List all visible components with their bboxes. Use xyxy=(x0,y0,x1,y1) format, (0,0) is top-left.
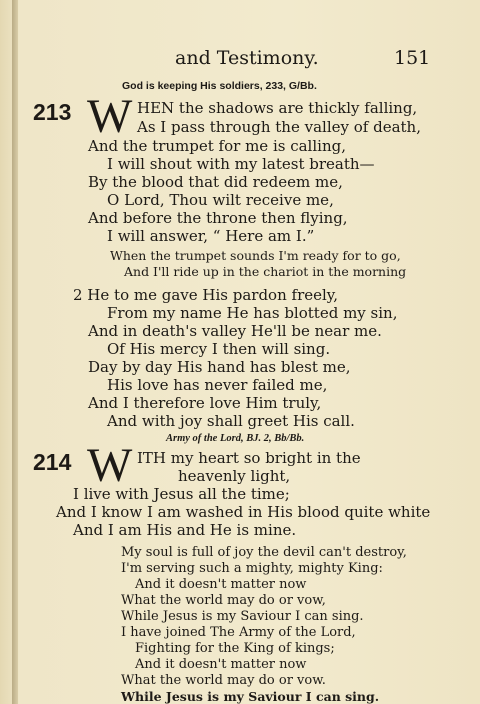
hymn-213-verse2-line: Of His mercy I then will sing. xyxy=(107,340,331,358)
hymn-213-line: By the blood that did redeem me, xyxy=(88,173,343,191)
hymn-214-chorus-line: What the world may do or vow, xyxy=(121,593,326,608)
hymn-214-chorus-line: And it doesn't matter now xyxy=(135,577,307,592)
hymn-213-line: I will answer, “ Here am I.” xyxy=(107,227,315,245)
hymn-213-refrain-line: When the trumpet sounds I'm ready for to go, xyxy=(110,248,401,263)
hymn-214-chorus-line: I'm serving such a mighty, mighty King: xyxy=(121,561,383,576)
hymn-214-chorus-line: My soul is full of joy the devil can't destroy, xyxy=(121,545,407,560)
hymn-213-verse2-line: Day by day His hand has blest me, xyxy=(88,358,351,376)
hymn-213-verse2-line: And in death's valley He'll be near me. xyxy=(88,322,382,340)
page-number: 151 xyxy=(394,47,431,69)
hymn-214-chorus-line: While Jesus is my Saviour I can sing. xyxy=(121,609,364,624)
hymn-214-line: heavenly light, xyxy=(178,467,291,485)
hymn-213-verse2-line: His love has never failed me, xyxy=(107,376,328,394)
hymn-213-line: As I pass through the valley of death, xyxy=(137,118,421,136)
hymn-214-chorus-line: And it doesn't matter now xyxy=(135,657,307,672)
hymn-213-verse2-line: And I therefore love Him truly, xyxy=(88,394,322,412)
hymn-214-chorus-line: While Jesus is my Saviour I can sing. xyxy=(121,689,380,704)
hymn-214-line: I live with Jesus all the time; xyxy=(73,485,290,503)
hymn-214-line: And I know I am washed in His blood quite white xyxy=(56,503,431,521)
hymn-214-chorus-line: What the world may do or vow. xyxy=(121,673,326,688)
hymn-213-line: And the trumpet for me is calling, xyxy=(88,137,346,155)
hymn-213-refrain-line: And I'll ride up in the chariot in the morning xyxy=(124,264,407,279)
hymn-213-line: And before the throne then flying, xyxy=(88,209,348,227)
hymn-213-tune: God is keeping His soldiers, 233, G/Bb. xyxy=(122,80,317,92)
running-header-title: and Testimony. xyxy=(175,47,319,69)
hymn-213-drop-cap: W xyxy=(87,90,133,143)
hymn-214-chorus-line: Fighting for the King of kings; xyxy=(135,641,335,656)
page-spine xyxy=(12,0,18,704)
hymn-214-line: And I am His and He is mine. xyxy=(73,521,297,539)
hymn-214-tune: Army of the Lord, BJ. 2, Bb/Bb. xyxy=(166,433,305,444)
hymn-213-line: O Lord, Thou wilt receive me, xyxy=(107,191,334,209)
hymn-214-drop-cap: W xyxy=(87,439,133,492)
hymn-213-verse2-line: 2 He to me gave His pardon freely, xyxy=(73,286,339,304)
hymn-214-line: ITH my heart so bright in the xyxy=(137,449,361,467)
hymn-213-verse2-line: And with joy shall greet His call. xyxy=(107,412,355,430)
hymn-213-verse2-line: From my name He has blotted my sin, xyxy=(107,304,398,322)
hymn-214-chorus-line: I have joined The Army of the Lord, xyxy=(121,625,356,640)
hymn-213-line: I will shout with my latest breath— xyxy=(107,155,375,173)
hymn-213-number: 213 xyxy=(33,99,72,125)
hymn-214-number: 214 xyxy=(33,449,72,475)
hymn-213-line: HEN the shadows are thickly falling, xyxy=(137,99,418,117)
